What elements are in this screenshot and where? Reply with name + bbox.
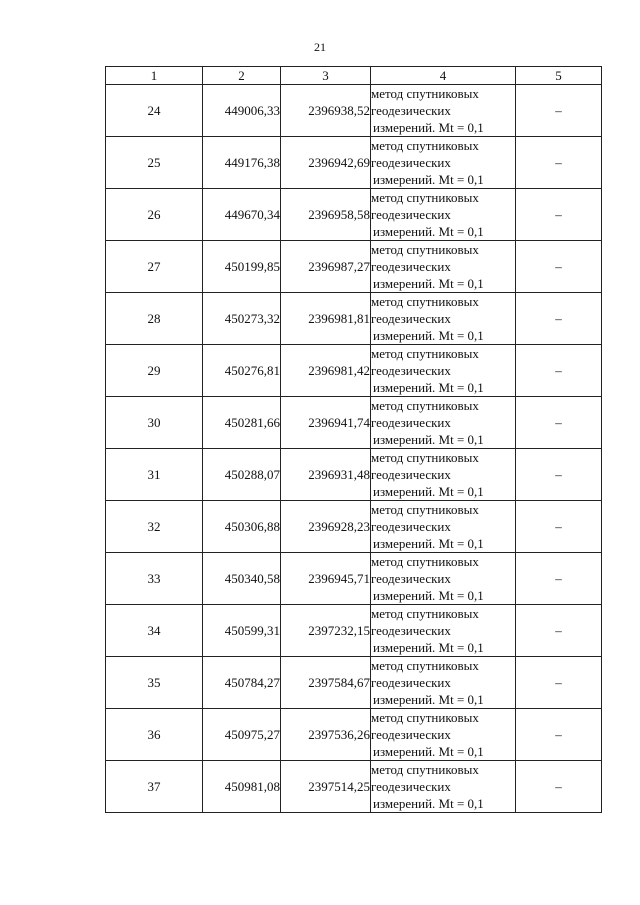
header-col-4: 4: [371, 67, 516, 85]
method-line: геодезических: [371, 363, 451, 378]
coordinate-y-cell: 2396945,71: [281, 553, 371, 605]
description-cell: –: [516, 293, 602, 345]
method-line: метод спутниковых: [371, 658, 479, 673]
coordinate-x-cell: 450199,85: [203, 241, 281, 293]
table-row: [106, 345, 602, 397]
table-row: [106, 553, 602, 605]
coordinate-x-cell: 450599,31: [203, 605, 281, 657]
description-cell: –: [516, 657, 602, 709]
method-cell: [371, 241, 516, 293]
table-row: [106, 137, 602, 189]
point-number-cell: 36: [106, 709, 203, 761]
coordinate-y-cell: 2396981,42: [281, 345, 371, 397]
table-row: [106, 449, 602, 501]
header-col-3: 3: [281, 67, 371, 85]
method-line: метод спутниковых: [371, 762, 479, 777]
point-number-cell: 31: [106, 449, 203, 501]
method-line: измерений. Mt = 0,1: [373, 588, 484, 603]
description-cell: –: [516, 605, 602, 657]
description-cell: –: [516, 553, 602, 605]
method-line: метод спутниковых: [371, 86, 479, 101]
method-line: метод спутниковых: [371, 294, 479, 309]
method-cell: [371, 397, 516, 449]
method-line: геодезических: [371, 311, 451, 326]
method-line: метод спутниковых: [371, 346, 479, 361]
point-number-cell: 24: [106, 85, 203, 137]
method-line: измерений. Mt = 0,1: [373, 796, 484, 811]
method-line: геодезических: [371, 571, 451, 586]
method-line: измерений. Mt = 0,1: [373, 224, 484, 239]
method-line: измерений. Mt = 0,1: [373, 432, 484, 447]
page-number: 21: [314, 40, 326, 54]
method-line: метод спутниковых: [371, 450, 479, 465]
coordinate-y-cell: 2396931,48: [281, 449, 371, 501]
coordinate-y-cell: 2396958,58: [281, 189, 371, 241]
header-col-2: 2: [203, 67, 281, 85]
header-col-5: 5: [516, 67, 602, 85]
coordinate-x-cell: 450276,81: [203, 345, 281, 397]
method-line: геодезических: [371, 207, 451, 222]
method-line: метод спутниковых: [371, 554, 479, 569]
point-number-cell: 35: [106, 657, 203, 709]
table-row: [106, 501, 602, 553]
table-row: [106, 761, 602, 813]
method-line: измерений. Mt = 0,1: [373, 380, 484, 395]
method-cell: [371, 501, 516, 553]
description-cell: –: [516, 345, 602, 397]
coordinate-x-cell: 450288,07: [203, 449, 281, 501]
description-cell: –: [516, 189, 602, 241]
description-cell: –: [516, 709, 602, 761]
method-cell: [371, 345, 516, 397]
method-line: геодезических: [371, 519, 451, 534]
method-line: метод спутниковых: [371, 710, 479, 725]
method-line: геодезических: [371, 415, 451, 430]
method-line: измерений. Mt = 0,1: [373, 484, 484, 499]
coordinate-y-cell: 2397536,26: [281, 709, 371, 761]
method-line: измерений. Mt = 0,1: [373, 692, 484, 707]
method-cell: [371, 293, 516, 345]
header-row: [106, 67, 602, 85]
coordinate-y-cell: 2396987,27: [281, 241, 371, 293]
method-cell: [371, 85, 516, 137]
description-cell: –: [516, 397, 602, 449]
description-cell: –: [516, 449, 602, 501]
method-line: измерений. Mt = 0,1: [373, 744, 484, 759]
table-row: [106, 189, 602, 241]
table-row: [106, 293, 602, 345]
coordinate-y-cell: 2396942,69: [281, 137, 371, 189]
method-line: геодезических: [371, 155, 451, 170]
method-line: метод спутниковых: [371, 398, 479, 413]
table-body: [106, 85, 602, 813]
coordinate-x-cell: 450981,08: [203, 761, 281, 813]
method-cell: [371, 605, 516, 657]
coordinate-x-cell: 450340,58: [203, 553, 281, 605]
method-line: геодезических: [371, 779, 451, 794]
table-row: [106, 657, 602, 709]
description-cell: –: [516, 137, 602, 189]
method-line: геодезических: [371, 103, 451, 118]
description-cell: –: [516, 85, 602, 137]
coordinate-x-cell: 449176,38: [203, 137, 281, 189]
coordinate-y-cell: 2396981,81: [281, 293, 371, 345]
point-number-cell: 33: [106, 553, 203, 605]
coordinate-x-cell: 450273,32: [203, 293, 281, 345]
method-cell: [371, 449, 516, 501]
method-line: геодезических: [371, 259, 451, 274]
method-cell: [371, 553, 516, 605]
coordinate-x-cell: 450281,66: [203, 397, 281, 449]
point-number-cell: 32: [106, 501, 203, 553]
description-cell: –: [516, 501, 602, 553]
method-cell: [371, 709, 516, 761]
coordinate-x-cell: 449670,34: [203, 189, 281, 241]
method-line: измерений. Mt = 0,1: [373, 276, 484, 291]
point-number-cell: 27: [106, 241, 203, 293]
method-line: измерений. Mt = 0,1: [373, 328, 484, 343]
table-row: [106, 85, 602, 137]
method-cell: [371, 189, 516, 241]
method-line: геодезических: [371, 467, 451, 482]
method-line: метод спутниковых: [371, 242, 479, 257]
point-number-cell: 37: [106, 761, 203, 813]
point-number-cell: 30: [106, 397, 203, 449]
coordinate-y-cell: 2396938,52: [281, 85, 371, 137]
point-number-cell: 25: [106, 137, 203, 189]
coordinates-table: [105, 66, 602, 813]
method-line: измерений. Mt = 0,1: [373, 536, 484, 551]
method-cell: [371, 761, 516, 813]
method-line: измерений. Mt = 0,1: [373, 120, 484, 135]
description-cell: –: [516, 761, 602, 813]
method-line: метод спутниковых: [371, 606, 479, 621]
method-line: метод спутниковых: [371, 138, 479, 153]
coordinate-x-cell: 449006,33: [203, 85, 281, 137]
method-line: геодезических: [371, 623, 451, 638]
point-number-cell: 29: [106, 345, 203, 397]
method-line: геодезических: [371, 675, 451, 690]
point-number-cell: 34: [106, 605, 203, 657]
point-number-cell: 26: [106, 189, 203, 241]
point-number-cell: 28: [106, 293, 203, 345]
coordinate-x-cell: 450306,88: [203, 501, 281, 553]
method-cell: [371, 137, 516, 189]
table-row: [106, 397, 602, 449]
coordinate-x-cell: 450784,27: [203, 657, 281, 709]
method-line: измерений. Mt = 0,1: [373, 640, 484, 655]
table-row: [106, 605, 602, 657]
coordinate-y-cell: 2396941,74: [281, 397, 371, 449]
method-cell: [371, 657, 516, 709]
coordinate-y-cell: 2397514,25: [281, 761, 371, 813]
coordinate-y-cell: 2397584,67: [281, 657, 371, 709]
method-line: метод спутниковых: [371, 190, 479, 205]
table-row: [106, 709, 602, 761]
coordinate-x-cell: 450975,27: [203, 709, 281, 761]
method-line: метод спутниковых: [371, 502, 479, 517]
header-col-1: 1: [106, 67, 203, 85]
coordinate-y-cell: 2396928,23: [281, 501, 371, 553]
table-row: [106, 241, 602, 293]
method-line: геодезических: [371, 727, 451, 742]
description-cell: –: [516, 241, 602, 293]
coordinate-y-cell: 2397232,15: [281, 605, 371, 657]
method-line: измерений. Mt = 0,1: [373, 172, 484, 187]
